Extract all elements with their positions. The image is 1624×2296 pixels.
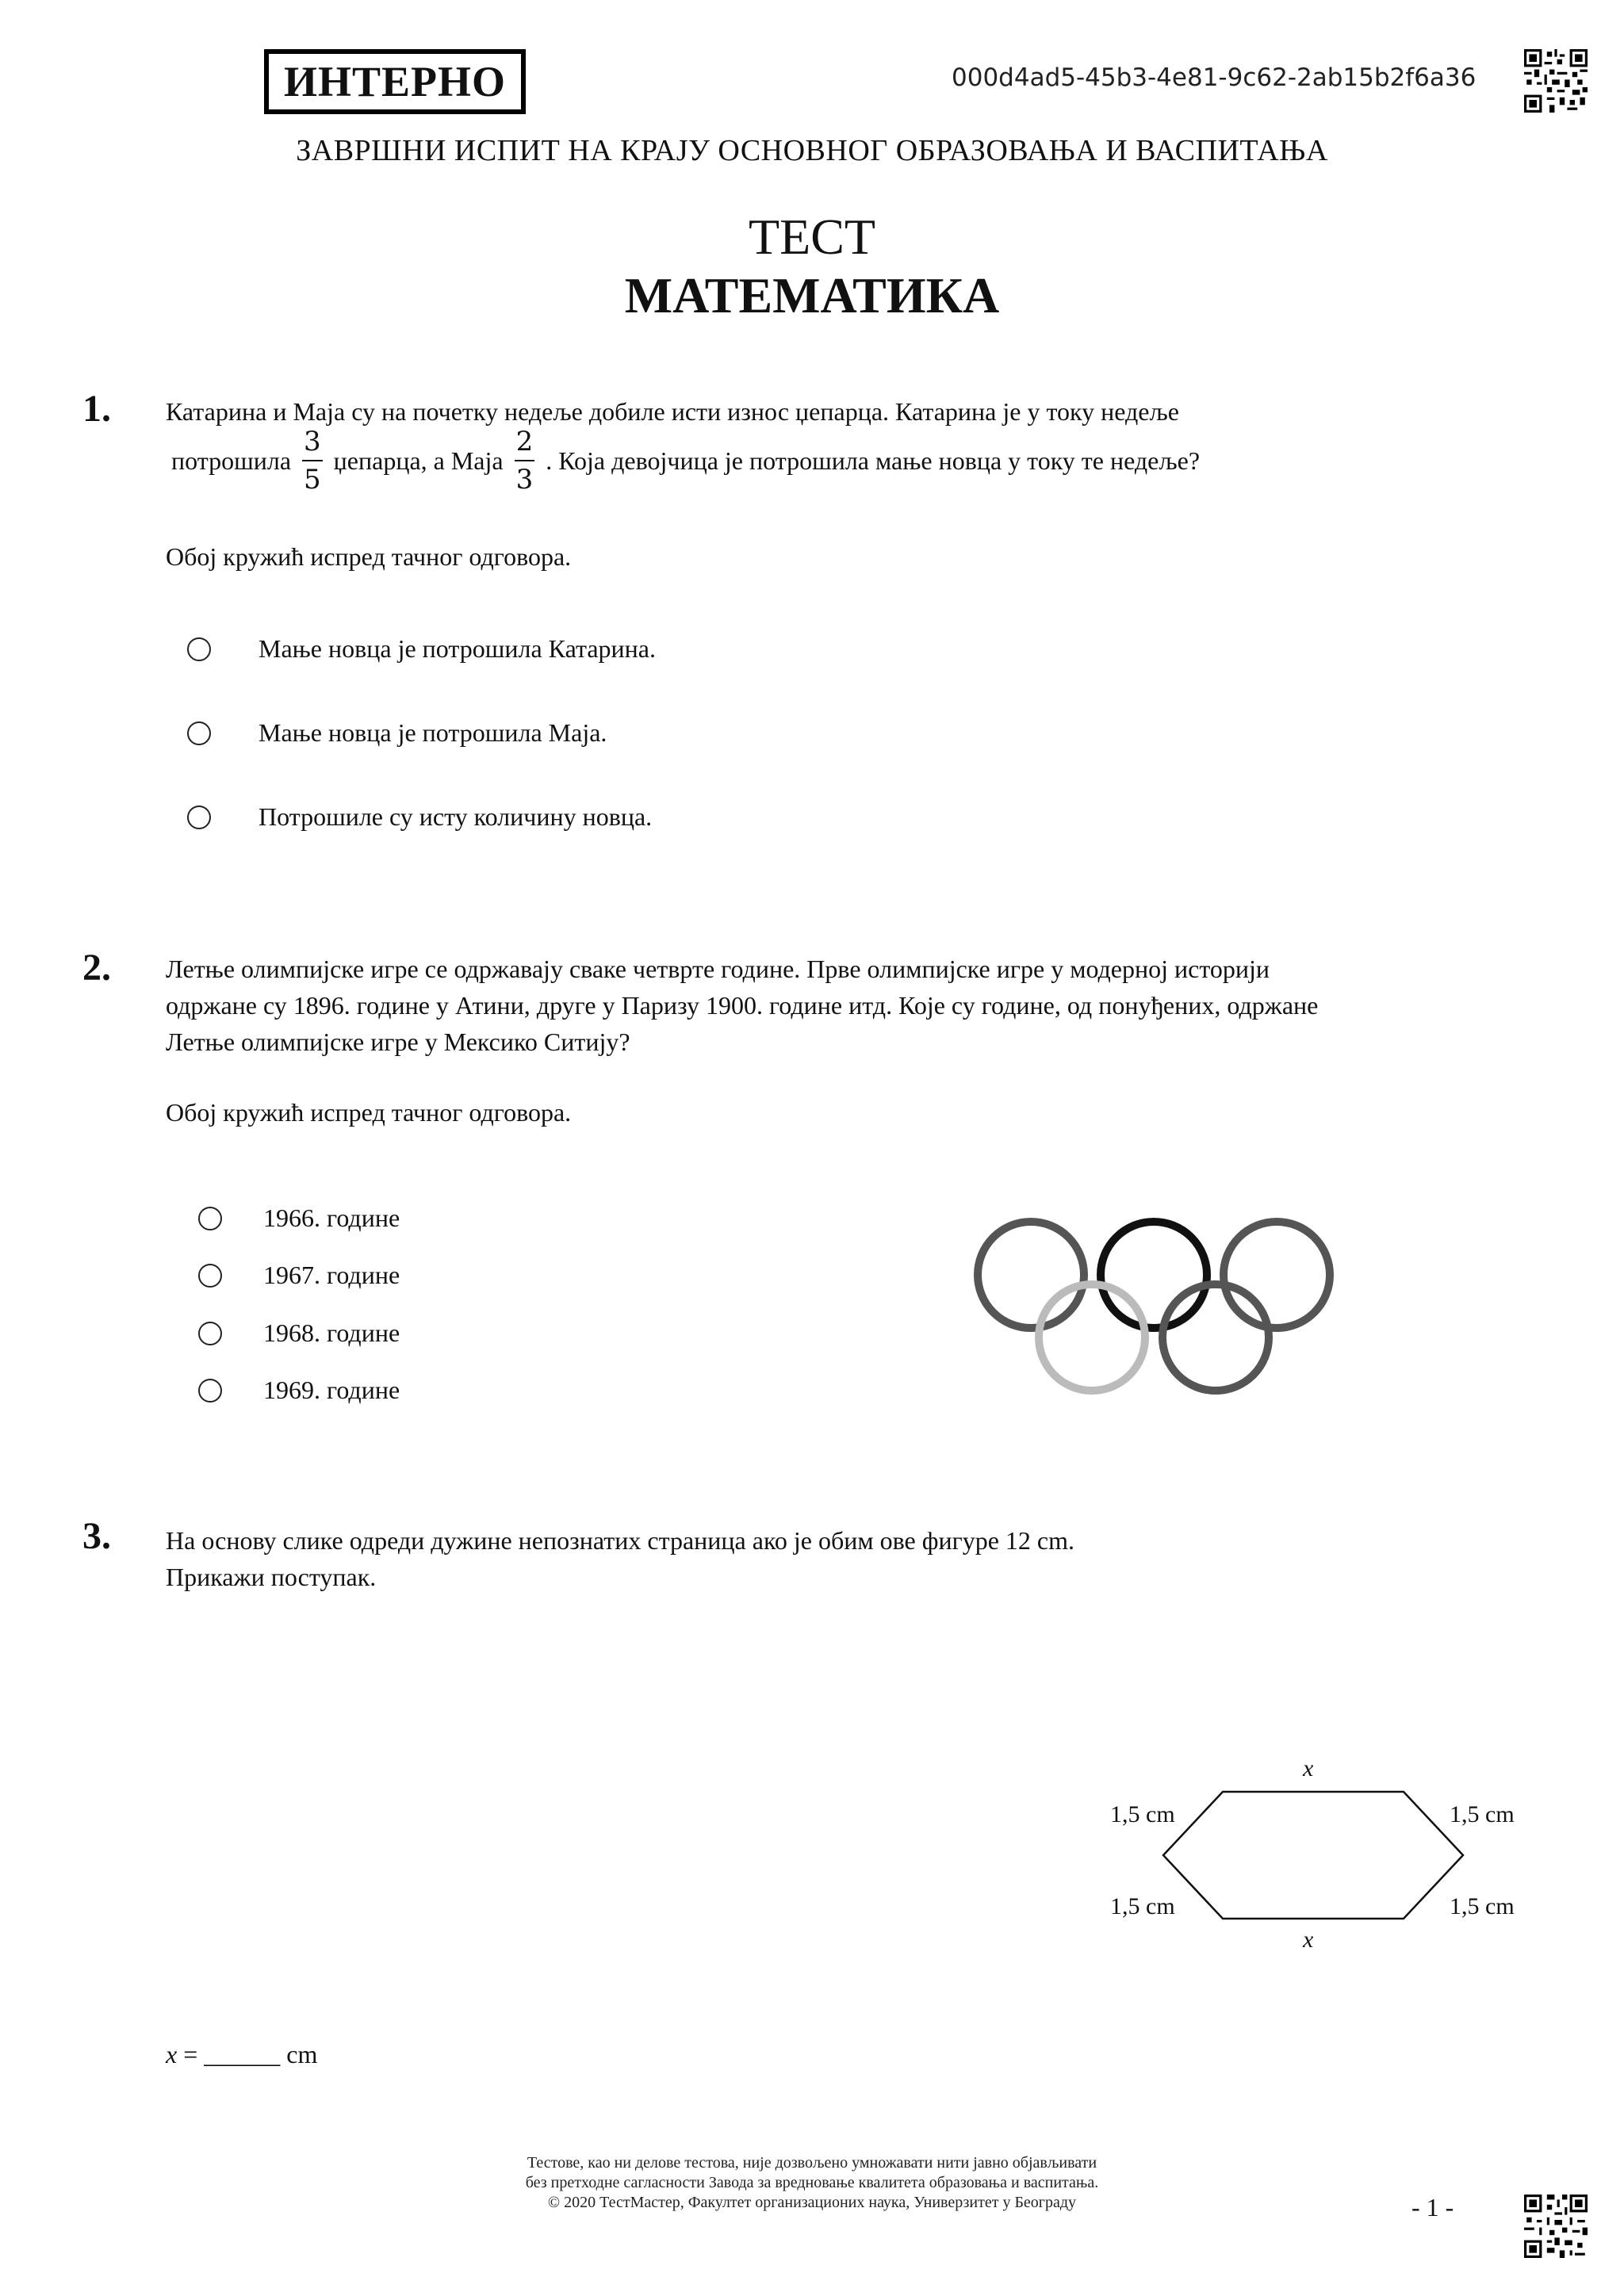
question-1-line-1: Катарина и Маја су на почетку недеље добиле исти износ џепарца. Катарина је у току недеље	[166, 397, 1179, 426]
question-1-number: 1.	[82, 388, 111, 430]
option-label: 1966. године	[263, 1203, 400, 1232]
subject-title: МАТЕМАТИКА	[624, 267, 1000, 323]
radio-circle-icon[interactable]	[198, 1207, 222, 1230]
exam-title: ЗАВРШНИ ИСПИТ НА КРАЈУ ОСНОВНОГ ОБРАЗОВАЊА И ВАСПИТАЊА	[296, 134, 1328, 167]
option-label: Потрошиле су исту количину новца.	[259, 802, 653, 831]
qr-code-icon	[1524, 49, 1588, 113]
question-2-option-2[interactable]	[198, 1261, 400, 1290]
question-2-line-1: Летње олимпијске игре се одржавају сваке четврте године. Прве олимпијске игре у модерној историји	[166, 955, 1270, 983]
hexagon-shape	[1110, 1744, 1538, 1966]
internal-stamp: ИНТЕРНО	[264, 49, 526, 114]
qr-code-icon	[1524, 2195, 1588, 2258]
footer-line-2: без претходне сагласности Завода за вредновање квалитета образовања и васпитања.	[525, 2174, 1099, 2191]
question-1-option-1[interactable]	[187, 634, 656, 664]
question-2-number: 2.	[82, 947, 111, 989]
question-3-line-2: Прикажи поступак.	[166, 1563, 377, 1591]
question-2-option-4[interactable]	[198, 1376, 400, 1405]
question-1-instruction: Обој кружић испред тачног одговора.	[166, 542, 572, 571]
hexagon-figure	[1110, 1744, 1538, 1966]
question-2-line-3: Летње олимпијске игре у Мексико Ситију?	[166, 1027, 630, 1056]
question-3-line-1: На основу слике одреди дужине непознатих страница ако је обим ове фигуре 12 cm.	[166, 1526, 1075, 1555]
question-2-text	[166, 951, 1514, 1060]
olympic-ring-3	[1224, 1222, 1330, 1328]
question-3-number: 3.	[82, 1515, 111, 1557]
option-label: Мање новца је потрошила Маја.	[259, 718, 607, 747]
question-2-instruction: Обој кружић испред тачног одговора.	[166, 1098, 572, 1127]
radio-circle-icon[interactable]	[187, 806, 211, 829]
question-2-option-1[interactable]	[198, 1203, 400, 1233]
olympic-ring-5	[1162, 1284, 1269, 1391]
label-upper-right: 1,5 cm	[1450, 1801, 1515, 1827]
label-top-x: x	[1303, 1755, 1314, 1781]
question-2-line-2: одржане су 1896. године у Атини, друге у Паризу 1900. године итд. Које су године, од понуђених, одржане	[166, 991, 1319, 1020]
radio-circle-icon[interactable]	[198, 1264, 222, 1288]
olympic-ring-2	[1101, 1222, 1207, 1328]
label-upper-left: 1,5 cm	[1110, 1801, 1175, 1827]
radio-circle-icon[interactable]	[187, 721, 211, 745]
label-lower-right: 1,5 cm	[1450, 1893, 1515, 1919]
label-bottom-x: x	[1303, 1927, 1314, 1953]
fraction-three-fifths: $\frac{3}{5}$	[304, 426, 321, 496]
radio-circle-icon[interactable]	[198, 1379, 222, 1402]
olympic-rings-icon	[967, 1209, 1340, 1407]
page-number: - 1 -	[1411, 2193, 1454, 2221]
answer-line[interactable]	[166, 2040, 317, 2069]
question-1-option-2[interactable]	[187, 718, 607, 748]
option-label: 1968. године	[263, 1318, 400, 1347]
answer-blank: = ______ cm	[177, 2040, 318, 2068]
question-1-part-b: џепарца, а Маја	[333, 446, 504, 475]
radio-circle-icon[interactable]	[187, 637, 211, 661]
question-1-line-2	[171, 427, 1200, 495]
footer-line-1: Тестове, као ни делове тестова, није дозвољено умножавати нити јавно објављивати	[527, 2154, 1097, 2172]
question-1-part-c: . Која девојчица је потрошила мање новца у току те недеље?	[546, 446, 1201, 475]
question-1-option-3[interactable]	[187, 802, 652, 832]
option-label: 1967. године	[263, 1261, 400, 1289]
fraction-two-thirds: $\frac{2}{3}$	[515, 426, 534, 496]
question-1-part-a: потрошила	[171, 446, 292, 475]
question-3-text	[166, 1522, 1514, 1595]
option-label: Мање новца је потрошила Катарина.	[259, 634, 656, 663]
copyright-footer	[0, 2153, 1624, 2213]
question-2-option-3[interactable]	[198, 1318, 400, 1348]
radio-circle-icon[interactable]	[198, 1322, 222, 1345]
test-title: ТЕСТ	[749, 209, 875, 265]
option-label: 1969. године	[263, 1376, 400, 1404]
question-1-text	[166, 393, 1514, 430]
olympic-ring-4	[1039, 1284, 1145, 1391]
footer-line-3: © 2020 ТестМастер, Факултет организационих наука, Универзитет у Београду	[547, 2194, 1077, 2211]
olympic-ring-1	[978, 1222, 1084, 1328]
answer-variable: x	[166, 2040, 178, 2068]
label-lower-left: 1,5 cm	[1110, 1893, 1175, 1919]
document-id: 000d4ad5-45b3-4e81-9c62-2ab15b2f6a36	[952, 63, 1477, 92]
